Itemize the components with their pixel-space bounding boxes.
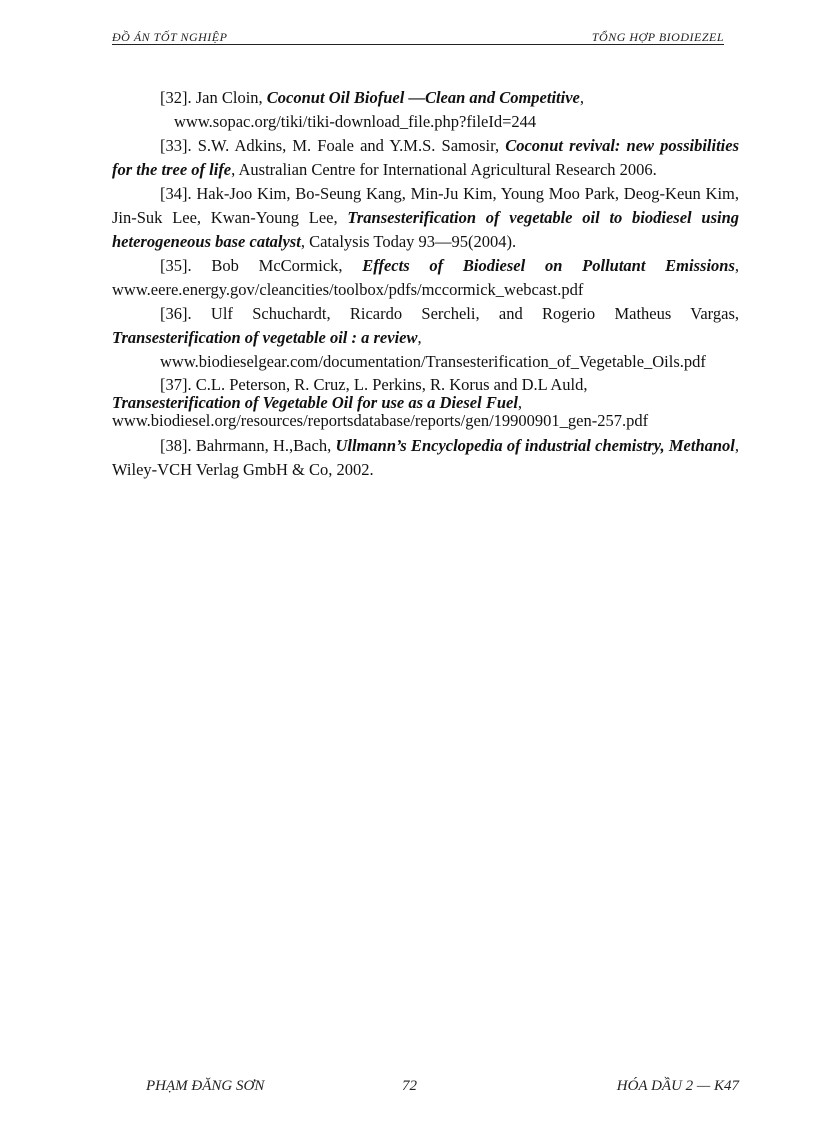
reference-authors: S.W. Adkins, M. Foale and Y.M.S. Samosir,	[197, 136, 500, 155]
reference-authors: Hak-Joo Kim, Bo-Seung Kang, Min-Ju Kim, Young Moo Park, Deog-Keun Kim, Jin-Suk Lee, Kwan-Young Lee,	[112, 184, 740, 227]
reference-item-33	[112, 134, 739, 182]
reference-details: ,	[579, 88, 584, 107]
reference-details: , Australian Centre for International Agricultural Research 2006.	[231, 160, 657, 179]
page-footer	[112, 1078, 739, 1100]
reference-authors: Ulf Schuchardt, Ricardo Sercheli, and Rogerio Matheus Vargas,	[210, 304, 739, 323]
reference-authors: Bob McCormick,	[211, 256, 343, 275]
footer-author: PHẠM ĐĂNG SƠN	[146, 1078, 265, 1094]
reference-title: Coconut Oil Biofuel —Clean and Competitive	[266, 88, 580, 107]
reference-number: [32].	[160, 88, 192, 107]
reference-title: Ullmann’s Encyclopedia of industrial chemistry, Methanol	[335, 436, 735, 455]
reference-authors: Jan Cloin,	[195, 88, 263, 107]
reference-details: , Wiley-VCH Verlag GmbH & Co, 2002.	[112, 436, 740, 479]
reference-item-38	[112, 434, 739, 482]
reference-number: [34].	[160, 184, 192, 203]
reference-title: Transesterification of Vegetable Oil for use as a Diesel Fuel	[112, 393, 518, 412]
reference-details: , www.eere.energy.gov/cleancities/toolbox/pdfs/mccormick_webcast.pdf	[112, 256, 739, 299]
reference-authors: Bahrmann, H.,Bach,	[195, 436, 332, 455]
reference-number: [35].	[160, 256, 192, 275]
reference-number: [33].	[160, 136, 192, 155]
reference-authors: C.L. Peterson, R. Cruz, L. Perkins, R. Korus and D.L Auld,	[195, 375, 588, 394]
reference-title: Coconut revival: new possibilities for the tree of life	[112, 136, 740, 179]
reference-title: Transesterification of vegetable oil to biodiesel using heterogeneous base catalyst	[112, 208, 740, 251]
reference-details: ,	[517, 393, 523, 412]
reference-item-37	[112, 376, 739, 430]
reference-details: , Catalysis Today 93—95(2004).	[300, 232, 517, 251]
reference-number: [38].	[160, 436, 192, 455]
footer-class: HÓA DẦU 2 — K47	[616, 1078, 739, 1094]
reference-url[interactable]: www.biodiesel.org/resources/reportsdatabase/reports/gen/19900901_gen-257.pdf	[112, 411, 649, 430]
reference-item-36	[112, 302, 739, 374]
reference-url[interactable]: www.biodieselgear.com/documentation/Transesterification_of_Vegetable_Oils.pdf	[160, 352, 706, 371]
header-right-title: TỔNG HỢP BIODIEZEL	[591, 30, 724, 44]
reference-number: [36].	[160, 304, 192, 323]
page-number: 72	[402, 1078, 417, 1094]
reference-list	[112, 86, 739, 482]
reference-item-32	[112, 86, 739, 134]
reference-title: Transesterification of vegetable oil : a review	[112, 328, 418, 347]
reference-details: ,	[417, 328, 422, 347]
reference-number: [37].	[160, 375, 192, 394]
reference-item-34	[112, 182, 739, 254]
header-left-title: ĐỒ ÁN TỐT NGHIỆP	[112, 30, 228, 44]
page-header	[112, 28, 724, 45]
reference-url[interactable]: www.sopac.org/tiki/tiki-download_file.php?fileId=244	[174, 112, 537, 131]
reference-title: Effects of Biodiesel on Pollutant Emissions	[362, 256, 735, 275]
reference-item-35	[112, 254, 739, 302]
